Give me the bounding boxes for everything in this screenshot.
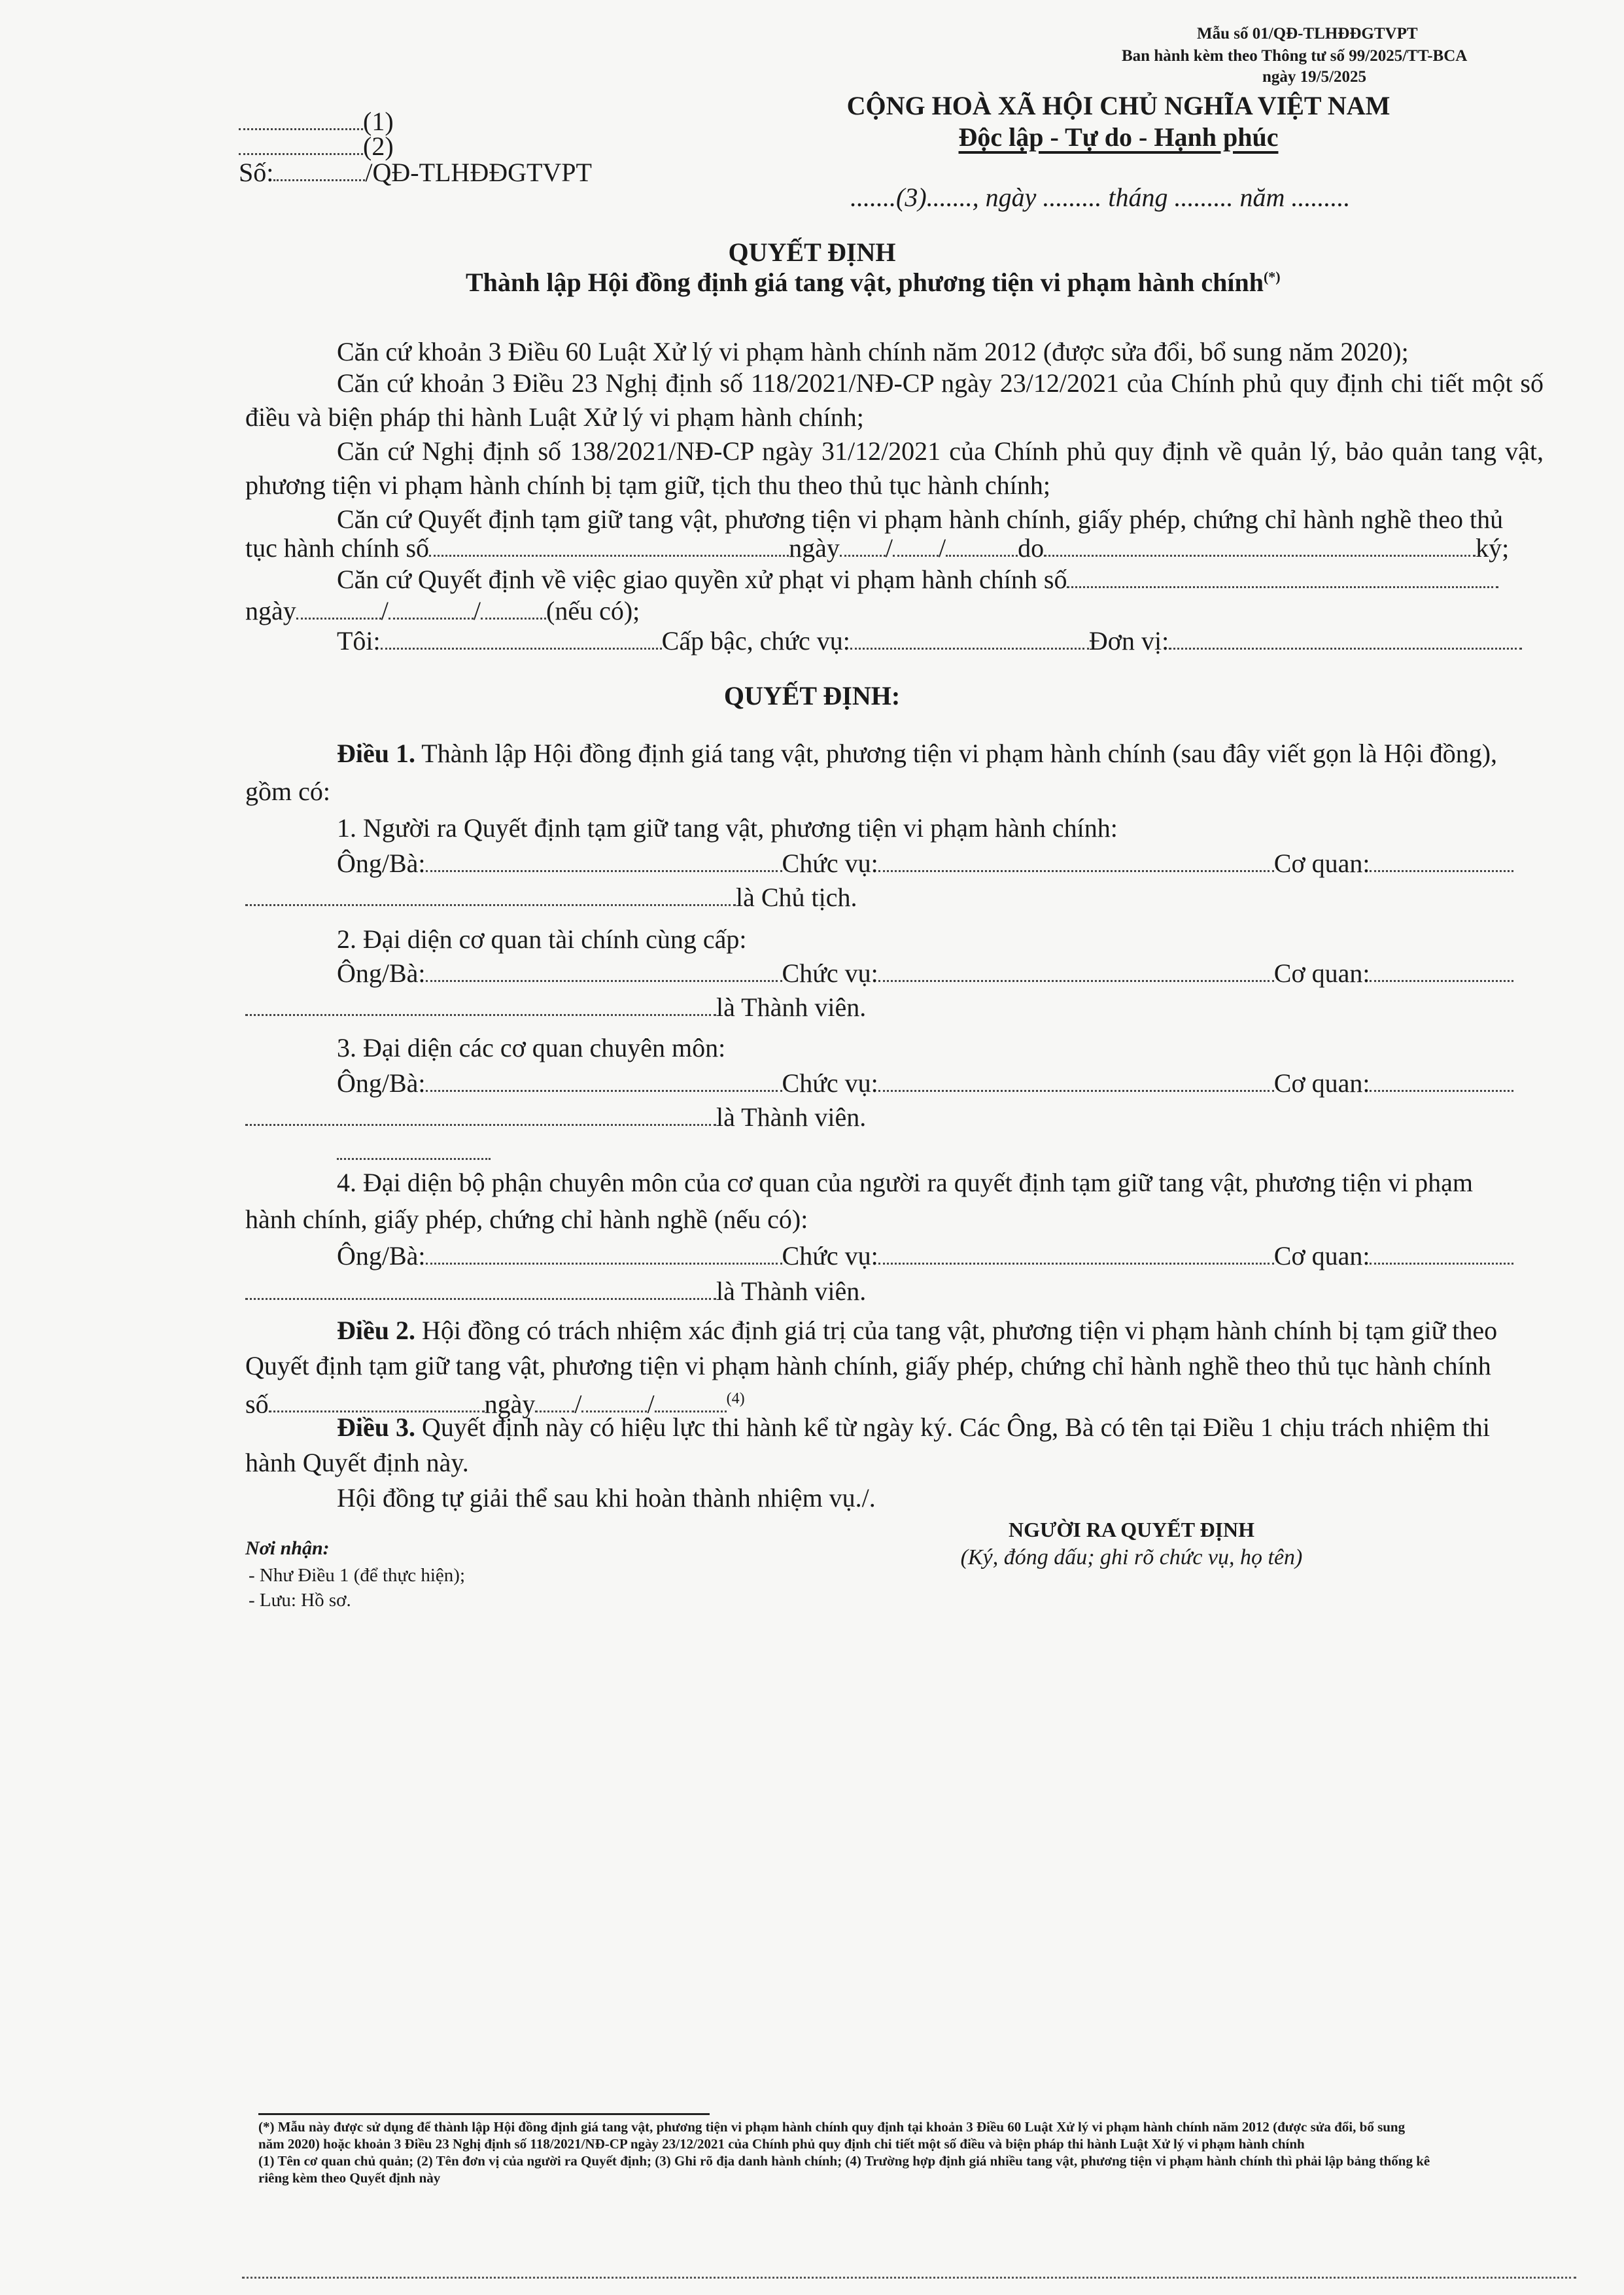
member-3-fields: Ông/Bà: Chức vụ: Cơ quan:	[337, 1068, 1513, 1099]
preamble-5: Căn cứ Quyết định về việc giao quyền xử phạt vi phạm hành chính số	[337, 564, 1498, 595]
document-number: Số: /QĐ-TLHĐĐGTVPT	[239, 158, 592, 187]
member-3-extra	[337, 1136, 491, 1167]
recipient-item-2: - Lưu: Hồ sơ.	[249, 1590, 351, 1611]
member-3-role: là Thành viên.	[245, 1102, 866, 1133]
preamble-3: Căn cứ Nghị định số 138/2021/NĐ-CP ngày 31/12/2021 của Chính phủ quy định về quản lý, bảo quản tang vật, phương tiện vi phạm hành chính bị tạm giữ, tịch thu theo thủ tục hành chính;	[245, 436, 1544, 500]
article-1: Điều 1. Thành lập Hội đồng định giá tang vật, phương tiện vi phạm hành chính (sau đây viết gọn là Hội đồng),	[337, 739, 1498, 768]
member-4-cont: hành chính, giấy phép, chứng chỉ hành nghề (nếu có):	[245, 1204, 808, 1234]
member-1-fields: Ông/Bà: Chức vụ: Cơ quan:	[337, 848, 1513, 879]
member-4-role: là Thành viên.	[245, 1276, 866, 1307]
article-2-ref: số ngày / / $^{(4)}$	[245, 1389, 745, 1419]
form-issuance-date: ngày 19/5/2025	[1262, 68, 1367, 86]
issuer-line: Tôi: Cấp bậc, chức vụ: Đơn vị:	[337, 625, 1522, 657]
member-4-fields: Ông/Bà: Chức vụ: Cơ quan:	[337, 1240, 1513, 1272]
member-3-title: 3. Đại diện các cơ quan chuyên môn:	[337, 1033, 726, 1062]
preamble-2: Căn cứ khoản 3 Điều 23 Nghị định số 118/2021/NĐ-CP ngày 23/12/2021 của Chính phủ quy định chi tiết một số điều và biện pháp thi hành Luật Xử lý vi phạm hành chính;	[245, 368, 1544, 432]
dissolve-clause: Hội đồng tự giải thể sau khi hoàn thành nhiệm vụ./.	[337, 1483, 876, 1513]
preamble-4: Căn cứ Quyết định tạm giữ tang vật, phương tiện vi phạm hành chính, giấy phép, chứng chỉ hành nghề theo thủ	[337, 504, 1504, 534]
footnote-2: năm 2020) hoặc khoản 3 Điều 23 Nghị định số 118/2021/NĐ-CP ngày 23/12/2021 của Chính phủ quy định chi tiết một số điều và biện pháp thi hành Luật Xử lý vi phạm hành chính	[258, 2136, 1305, 2152]
page-bottom-rule	[242, 2277, 1576, 2279]
form-number: Mẫu số 01/QĐ-TLHĐĐGTVPT	[1197, 25, 1418, 43]
member-2-role: là Thành viên.	[245, 992, 866, 1023]
recipient-item-1: - Như Điều 1 (để thực hiện);	[249, 1565, 466, 1586]
national-motto: Độc lập - Tự do - Hạnh phúc	[958, 122, 1279, 152]
article-1-cont: gồm có:	[245, 777, 330, 806]
document-subtitle: Thành lập Hội đồng định giá tang vật, phương tiện vi phạm hành chính(*)	[466, 268, 1281, 297]
article-2: Điều 2. Hội đồng có trách nhiệm xác định giá trị của tang vật, phương tiện vi phạm hành chính bị tạm giữ theo	[337, 1316, 1498, 1345]
agency-line-2: (2)	[239, 131, 394, 162]
article-3: Điều 3. Quyết định này có hiệu lực thi hành kể từ ngày ký. Các Ông, Bà có tên tại Điều 1 chịu trách nhiệm thi	[337, 1412, 1490, 1442]
agency-line-1: (1)	[239, 106, 394, 137]
recipients-title: Nơi nhận:	[245, 1537, 330, 1559]
footnote-divider	[258, 2113, 710, 2115]
document-title: QUYẾT ĐỊNH	[728, 237, 896, 267]
member-4-title: 4. Đại diện bộ phận chuyên môn của cơ quan của người ra quyết định tạm giữ tang vật, phương tiện vi phạm	[337, 1168, 1473, 1197]
decide-heading: QUYẾT ĐỊNH:	[723, 681, 901, 710]
preamble-4-cont: tục hành chính số ngày / / do ký;	[245, 533, 1510, 563]
preamble-5-cont: ngày / / (nếu có);	[245, 596, 640, 625]
footnote-1: (*) Mẫu này được sử dụng để thành lập Hội đồng định giá tang vật, phương tiện vi phạm hành chính quy định tại khoản 3 Điều 60 Luật Xử lý vi phạm hành chính năm 2012 (được sửa đổi, bổ sung	[258, 2119, 1406, 2135]
member-2-fields: Ông/Bà: Chức vụ: Cơ quan:	[337, 958, 1513, 989]
member-1-role: là Chủ tịch.	[245, 882, 857, 913]
signer-title: NGƯỜI RA QUYẾT ĐỊNH	[1008, 1518, 1255, 1541]
article-3-cont: hành Quyết định này.	[245, 1448, 469, 1477]
article-2-cont: Quyết định tạm giữ tang vật, phương tiện vi phạm hành chính, giấy phép, chứng chỉ hành nghề theo thủ tục hành chính	[245, 1351, 1491, 1380]
footnote-3: (1) Tên cơ quan chủ quản; (2) Tên đơn vị của người ra Quyết định; (3) Ghi rõ địa danh hành chính; (4) Trường hợp định giá nhiều tang vật, phương tiện vi phạm hành chính thì phải lập bảng thống kê	[258, 2153, 1430, 2169]
place-date: .......(3)......., ngày ......... tháng ......... năm .........	[850, 183, 1351, 212]
member-2-title: 2. Đại diện cơ quan tài chính cùng cấp:	[337, 924, 747, 954]
signer-note: (Ký, đóng dấu; ghi rõ chức vụ, họ tên)	[960, 1545, 1303, 1569]
member-1-title: 1. Người ra Quyết định tạm giữ tang vật, phương tiện vi phạm hành chính:	[337, 813, 1118, 843]
country-name: CỘNG HOÀ XÃ HỘI CHỦ NGHĨA VIỆT NAM	[846, 91, 1391, 120]
form-issuance: Ban hành kèm theo Thông tư số 99/2025/TT-BCA	[1122, 47, 1468, 65]
preamble-1: Căn cứ khoản 3 Điều 60 Luật Xử lý vi phạm hành chính năm 2012 (được sửa đổi, bổ sung năm 2020);	[337, 337, 1409, 366]
footnote-4: riêng kèm theo Quyết định này	[258, 2170, 441, 2186]
